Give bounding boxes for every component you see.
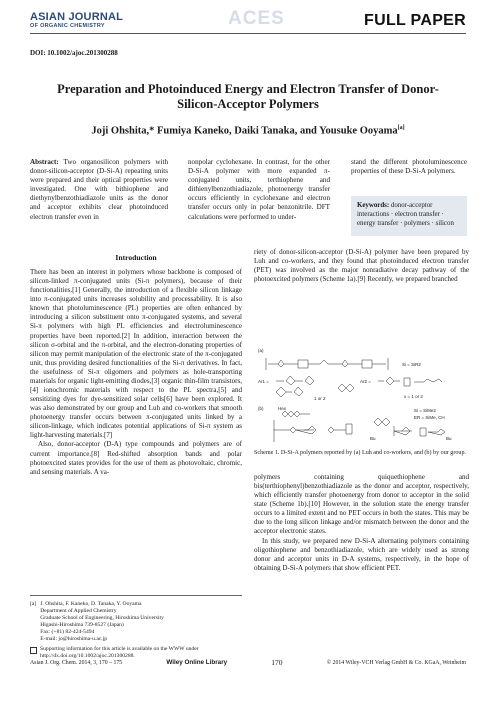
paragraph-5: In this study, we prepared new D-Si-A alternating polymers containing oligothiophene and benzothiadiazole, which are widely used as strong donor and acceptor units in D-A systems, respectively, in the hope of obtaining D-Si-A polymers that show efficient PET. bbox=[254, 536, 469, 572]
journal-name: ASIAN JOURNAL bbox=[30, 11, 124, 23]
journal-subname: OF ORGANIC CHEMISTRY bbox=[30, 23, 105, 29]
email-line[interactable]: E-mail: jo@hiroshima-u.ac.jp bbox=[40, 636, 108, 643]
scheme-n-label: 1 or 2 bbox=[314, 396, 326, 401]
keywords-box bbox=[351, 196, 467, 236]
title-line-2: Silicon-Acceptor Polymers bbox=[177, 97, 319, 111]
scheme-label-a: (a) bbox=[258, 348, 264, 353]
aces-watermark: ACES bbox=[228, 8, 285, 29]
right-column-top bbox=[254, 248, 469, 284]
scheme-caption: Scheme 1. D-Si-A polymers reported by (a) Luh and co-workers, and (b) by our group. bbox=[254, 450, 467, 456]
scheme-x-label: x = 1 or 2 bbox=[404, 394, 423, 399]
abstract-text-3: stand the different photoluminescence properties of these D-Si-A polymers. bbox=[351, 158, 467, 176]
article-type: FULL PAPER bbox=[364, 12, 466, 29]
supporting-info-text[interactable]: Supporting information for this article is available on the WWW under http://dx.doi.org/10.1002/ajoc.201300288. bbox=[40, 645, 199, 659]
scheme-bu-label-2: Bu bbox=[446, 436, 452, 441]
scheme-si-r2: Si = SiR2 bbox=[402, 362, 421, 367]
doi[interactable]: DOI: 10.1002/ajoc.201300288 bbox=[30, 49, 118, 57]
copyright: © 2014 Wiley-VCH Verlag GmbH & Co. KGaA, Weinheim bbox=[326, 659, 466, 666]
paragraph-2: Also, donor-acceptor (D-A) type compounds and polymers are of current importance.[8] Red-shifted absorption bands and polar photoexcited states provides for the use of them as photovoltaic, chromic, and sensing materials. A va- bbox=[30, 440, 242, 476]
affiliation-footnote bbox=[30, 601, 242, 660]
header-rule bbox=[30, 33, 466, 34]
keywords-text: donor-acceptor interactions · electron transfer · energy transfer · polymers · silicon bbox=[357, 202, 454, 227]
section-heading-introduction: Introduction bbox=[115, 253, 157, 262]
scheme-label-b: (b) bbox=[258, 406, 264, 411]
paragraph-1: There has been an interest in polymers whose backbone is composed of silicon-linked π-conjugated units (Si-π polymers), because of their functionalities.[1] Generally, the introduction of a flexible silicon linkage into π-conjugated units increases solubility and processability. It is also known that photoluminescence (PL) properties are often enhanced by introducing a silicon substituent onto π-conjugated systems, and several Si-π polymers with high PL efficiencies and electroluminescence properties have been reported.[2] In addition, interaction between the silicon σ-orbital and the π-orbital, and the electron-donating properties of silicon may permit manipulation of the electronic state of the π-conjugated unit, thus providing desired functionalities of the Si-π derivatives. In fact, the usefulness of Si-π oligomers and polymers as hole-transporting materials for organic light-emitting diodes,[3] organic thin-film transistors,[4] ionochromic materials with respect to the PL spectra,[5] and sensitizing dyes for dye-sensitized solar cells[6] have been explored. It was also demonstrated by our group and Luh and co-workers that smooth photoenergy transfer occurs between π-conjugated units linked by a silicon-linkage, which indicates potential applications of Si-π system as light-harvesting materials.[7] bbox=[30, 268, 242, 440]
footnote-rule bbox=[30, 595, 242, 596]
abstract-label: Abstract: bbox=[30, 158, 59, 166]
scheme-si-me2: Si = SiMe2 bbox=[414, 408, 436, 413]
scheme-hex-label: Hex bbox=[278, 406, 287, 411]
left-column bbox=[30, 268, 242, 477]
affiliation-line: Higashi-Hiroshima 739-8527 (Japan) bbox=[40, 622, 124, 629]
scheme-er-label: ER = SiMe, CH bbox=[414, 415, 445, 420]
affiliation-block bbox=[30, 601, 242, 644]
page-number: 170 bbox=[271, 658, 283, 667]
paragraph-3: riety of donor-silicon-acceptor (D-Si-A) polymer have been prepared by Luh and co-workers, and they found that photoinduced electron transfer (PET) was involved as the major nonradiative decay pathway of the photoexcited polymers (Scheme 1a).[9] Recently, we prepared branched bbox=[254, 248, 469, 284]
affiliation-line: Graduate School of Engineering, Hiroshima University bbox=[40, 615, 164, 622]
abstract-text-1: Two organosilicon polymers with donor-silicon-acceptor (D-Si-A) repeating units were prepared and their optical properties were investigated. One with bithiophene and diethynylbenzothiadiazole units as the donor and acceptor exhibits clear photoinduced electron transfer even in bbox=[30, 158, 168, 221]
journal-citation: Asian J. Org. Chem. 2014, 3, 170 – 175 bbox=[30, 659, 123, 666]
affiliation-line: Department of Applied Chemistry bbox=[40, 608, 117, 615]
affiliation-lines bbox=[40, 601, 164, 644]
paragraph-4: polymers containing quiquethiophene and bis(terthiophenyl)benzothiadiazole as the donor and acceptor, respectively, which efficiently transfer photoenergy from donor to acceptor in the solid state (Scheme 1b).[10] However, in the solution state the energy transfer occurs to a limited extent and no PET occurs in both the states. This may be due to the long silicon linkage and/or mismatch between the donor and the acceptor electronic states. bbox=[254, 473, 469, 536]
wiley-online-library[interactable]: Wiley Online Library bbox=[166, 659, 228, 666]
right-column-bottom bbox=[254, 473, 469, 573]
supporting-info-icon bbox=[30, 647, 37, 654]
journal-logo bbox=[30, 12, 123, 30]
scheme-bu-label-1: Bu bbox=[370, 436, 376, 441]
keywords-label: Keywords: bbox=[357, 202, 390, 209]
abstract-col-3 bbox=[351, 158, 467, 176]
abstract-col-2 bbox=[188, 158, 330, 222]
footnote-marker: [a] bbox=[30, 601, 37, 607]
page-header bbox=[0, 0, 496, 40]
paper-title bbox=[30, 82, 466, 112]
scheme-ar1-label: Ar1 = bbox=[258, 379, 269, 384]
title-line-1: Preparation and Photoinduced Energy and Electron Transfer of Donor- bbox=[57, 82, 439, 96]
affiliation-mark: [a] bbox=[397, 125, 405, 131]
scheme-1-structures bbox=[254, 342, 469, 446]
page-footer bbox=[30, 658, 466, 667]
abstract-col-1 bbox=[30, 158, 168, 222]
affiliation-line: J. Ohshita, F. Kaneko, D. Tanaka, Y. Ooyama bbox=[40, 601, 142, 607]
authors-text: Joji Ohshita,* Fumiya Kaneko, Daiki Tanaka, and Yousuke Ooyama bbox=[91, 125, 398, 137]
affiliation-line: Fax: (+81) 82-424-5494 bbox=[40, 629, 95, 636]
author-list bbox=[30, 125, 466, 137]
abstract-text-2: nonpolar cyclohexane. In contrast, for the other D-Si-A polymer with more expanded π-conjugated units, terthiophene and dithienylbenzothiadiazole, photoenergy transfer occurs efficiently in cyclohexane and electron transfer occurs only in polar benzonitrile. DFT calculations were performed to under- bbox=[188, 158, 330, 221]
scheme-ar2-label: Ar2 = bbox=[360, 379, 371, 384]
